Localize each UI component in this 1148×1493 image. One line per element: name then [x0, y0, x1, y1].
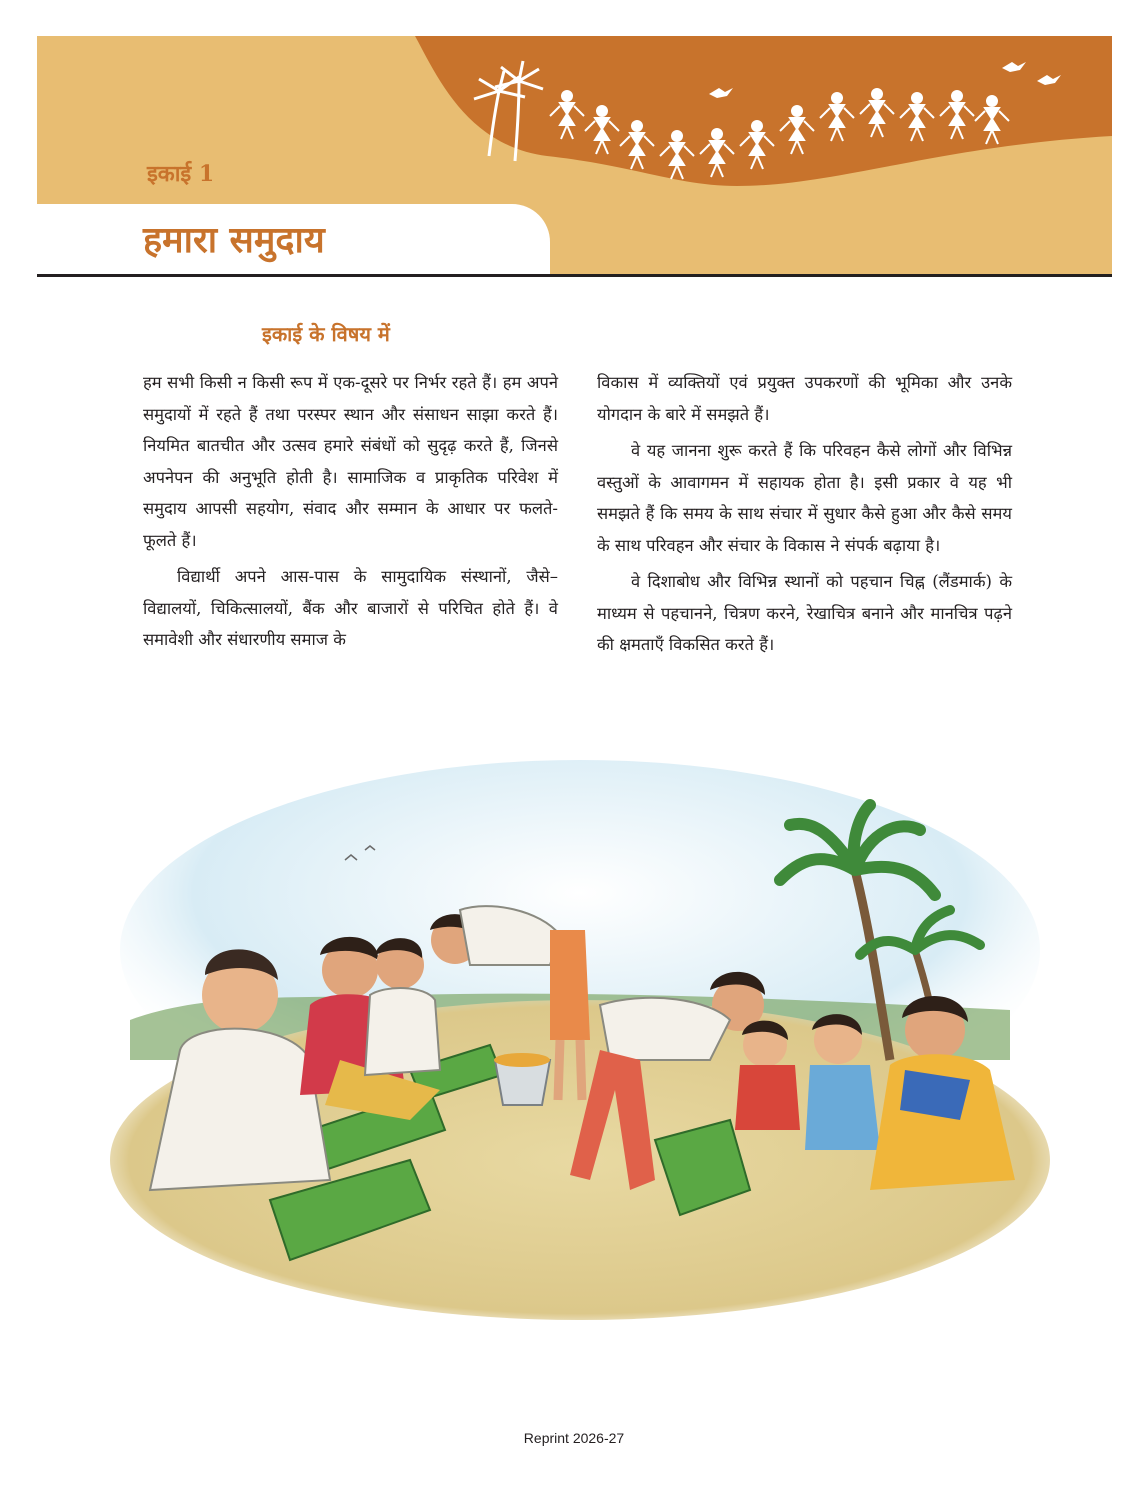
paragraph: विद्यार्थी अपने आस-पास के सामुदायिक संस्थानों, जैसे– विद्यालयों, चिकित्सालयों, बैंक और बाजारों से परिचित होते हैं। वे समावेशी और संधारणीय समाज के — [143, 567, 558, 649]
page-title: हमारा समुदाय — [143, 220, 325, 261]
paragraph: वे यह जानना शुरू करते हैं कि परिवहन कैसे लोगों और विभिन्न वस्तुओं के आवागमन में सहायक होता है। इसी प्रकार वे यह भी समझते हैं कि समय के साथ संचार में सुधार कैसे हुआ और कैसे समय के साथ परिवहन और संचार के विकास ने संपर्क बढ़ाया है। — [597, 441, 1012, 555]
right-column — [597, 367, 1012, 661]
unit-label: इकाई 1 — [147, 161, 215, 187]
title-rule — [37, 274, 1112, 277]
paragraph: विकास में व्यक्तियों एवं प्रयुक्त उपकरणों की भूमिका और उनके योगदान के बारे में समझते हैं। — [597, 373, 1012, 424]
food-bucket — [494, 1053, 550, 1105]
left-column — [143, 367, 558, 656]
paragraph: हम सभी किसी न किसी रूप में एक-दूसरे पर निर्भर रहते हैं। हम अपने समुदायों में रहते हैं तथा परस्पर स्थान और संसाधन साझा करते हैं। नियमित बातचीत और उत्सव हमारे संबंधों को सुदृढ़ करते हैं, जिनसे अपनेपन की अनुभूति होती है। सामाजिक व प्राकृतिक परिवेश में समुदाय आपसी सहयोग, संवाद और सम्मान के आधार पर फलते-फूलते हैं। — [143, 373, 558, 550]
community-meal-illustration — [110, 760, 1050, 1320]
paragraph: वे दिशाबोध और विभिन्न स्थानों को पहचान चिह्न (लैंडमार्क) के माध्यम से पहचानने, चित्रण करने, रेखाचित्र बनाने और मानचित्र पढ़ने की क्षमताएँ विकसित करते हैं। — [597, 572, 1012, 654]
reprint-footer: Reprint 2026-27 — [523, 1430, 625, 1446]
section-heading: इकाई के विषय में — [262, 322, 390, 346]
